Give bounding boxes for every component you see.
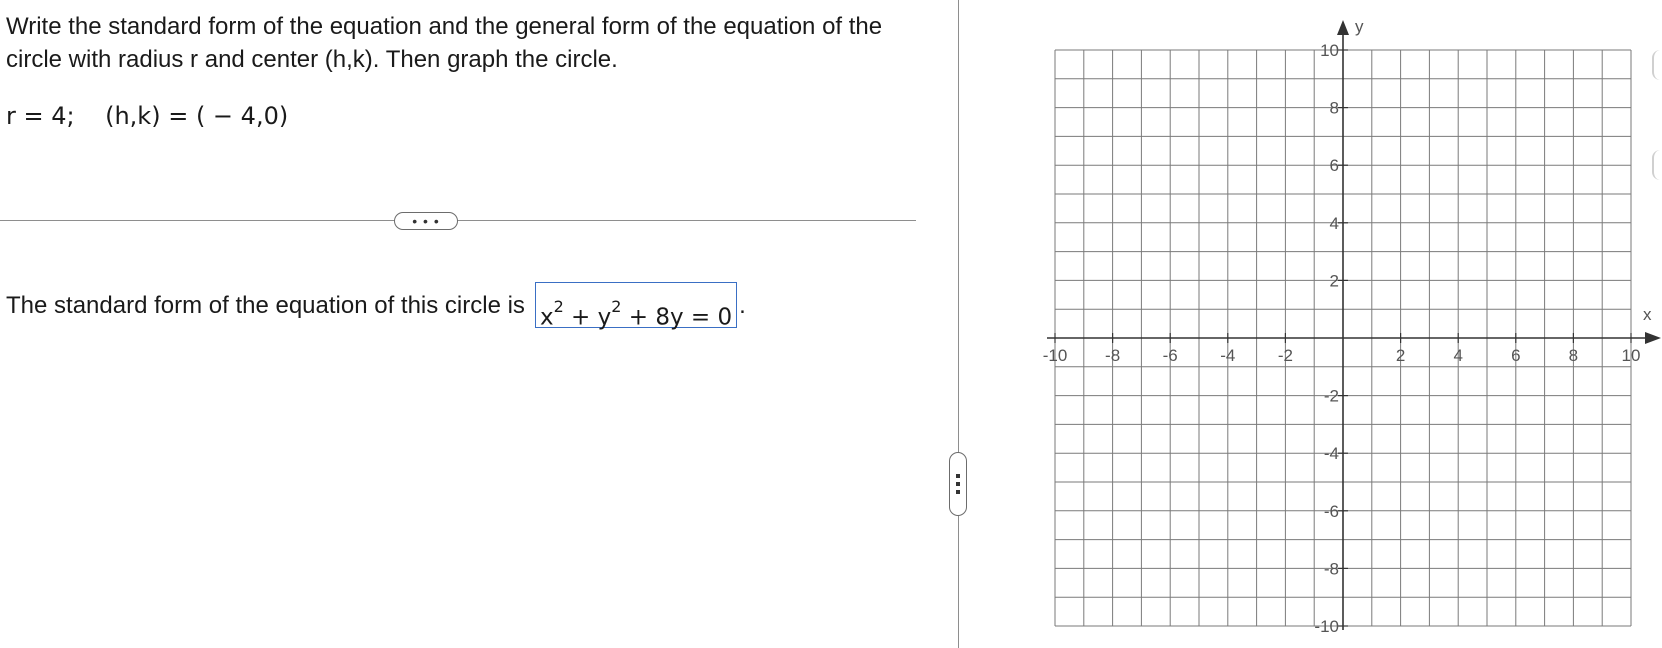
y-tick-label: 10 [1320,41,1339,60]
axes [1047,20,1661,630]
x-axis-label: x [1643,305,1652,324]
x-tick-label: 6 [1511,346,1521,365]
handle-dot [956,474,960,478]
answer-period: . [739,291,746,319]
x-tick-label: -4 [1220,346,1236,365]
x-tick-label: -10 [1042,346,1068,365]
answer-input-box[interactable] [535,282,737,331]
y-tick-label: -4 [1323,444,1339,464]
handle-dot [956,482,960,486]
section-divider [0,220,916,221]
eq-y-exponent: 2 [611,297,622,316]
y-axis-label: y [1355,17,1364,36]
x-tick-label: -8 [1105,346,1121,365]
y-tick-label: -6 [1323,501,1339,521]
x-axis-arrow [1645,332,1661,344]
x-tick-label: 8 [1568,346,1579,365]
scroll-edge-mark [1652,150,1662,180]
pane-splitter [958,0,959,648]
x-tick-label: -6 [1162,346,1178,365]
x-tick-label: -2 [1277,346,1293,365]
coordinate-graph[interactable] [1020,10,1652,640]
y-tick-label: -2 [1323,386,1339,406]
answer-lead-text: The standard form of the equation of this circle is [6,291,525,319]
y-tick-label: 4 [1329,213,1339,233]
y-tick-label: 6 [1329,156,1339,176]
eq-x: x [539,304,554,331]
question-prompt: Write the standard form of the equation and the general form of the equation of the circle with radius r and center (h,k). Then graph the circle. [6,13,883,73]
eq-x-exponent: 2 [553,297,564,316]
y-tick-label: -10 [1314,617,1339,636]
eq-rest: + 8y = 0 [621,304,733,331]
eq-y: y [597,304,612,331]
handle-dot [956,490,960,494]
y-tick-label: 2 [1329,271,1339,291]
x-tick-label: 10 [1621,346,1641,365]
given-values: r = 4; (h,k) = ( − 4,0) [6,102,289,130]
scroll-edge-mark [1652,50,1662,80]
y-axis-arrow [1337,20,1349,35]
x-tick-label: 4 [1453,346,1463,365]
answer-line [6,282,746,331]
eq-plus: + [563,304,598,331]
y-tick-label: -8 [1323,559,1339,579]
x-tick-label: 2 [1395,346,1406,365]
y-tick-label: 8 [1329,98,1339,118]
expand-button[interactable]: • • • [394,212,458,230]
splitter-handle[interactable] [949,452,967,516]
